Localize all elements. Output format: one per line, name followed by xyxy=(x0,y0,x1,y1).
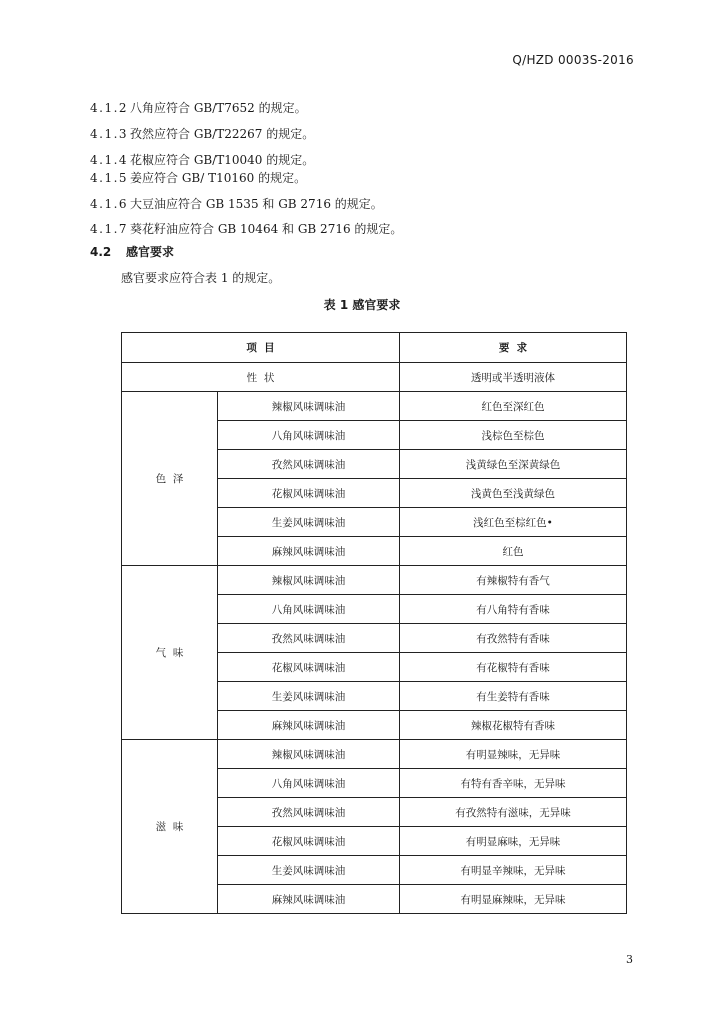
requirement-cell: 有八角特有香味 xyxy=(400,595,627,624)
requirement-cell: 有孜然特有滋味，无异味 xyxy=(400,798,627,827)
item-cell: 辣椒风味调味油 xyxy=(218,566,400,595)
requirement-cell: 有孜然特有香味 xyxy=(400,624,627,653)
clause-4-1-4 xyxy=(90,151,314,168)
table-row xyxy=(122,740,627,769)
clause-text: 葵花籽油应符合 GB 10464 和 GB 2716 的规定。 xyxy=(130,222,403,236)
item-cell: 生姜风味调味油 xyxy=(218,856,400,885)
table-caption: 表 1 感官要求 xyxy=(323,298,401,312)
document-code: Q/HZD 0003S-2016 xyxy=(512,53,634,67)
section-title: 感官要求 xyxy=(126,245,175,259)
item-cell: 孜然风味调味油 xyxy=(218,624,400,653)
clause-number: 4.1.3 xyxy=(90,127,129,141)
requirement-cell: 有花椒特有香味 xyxy=(400,653,627,682)
clause-4-1-3 xyxy=(90,125,314,142)
requirement-cell: 辣椒花椒特有香味 xyxy=(400,711,627,740)
clause-text: 姜应符合 GB/ T10160 的规定。 xyxy=(130,171,307,185)
item-cell: 八角风味调味油 xyxy=(218,769,400,798)
clause-number: 4.1.2 xyxy=(90,101,129,115)
item-cell: 生姜风味调味油 xyxy=(218,508,400,537)
requirement-cell: 有明显辣味，无异味 xyxy=(400,740,627,769)
requirement-cell: 有特有香辛味，无异味 xyxy=(400,769,627,798)
item-cell: 八角风味调味油 xyxy=(218,595,400,624)
clause-4-1-6 xyxy=(90,195,383,212)
section-heading xyxy=(90,243,174,260)
item-cell: 孜然风味调味油 xyxy=(218,798,400,827)
requirement-cell: 红色至深红色 xyxy=(400,392,627,421)
table-row xyxy=(122,363,627,392)
property-label: 性 状 xyxy=(122,363,400,392)
item-cell: 孜然风味调味油 xyxy=(218,450,400,479)
item-cell: 花椒风味调味油 xyxy=(218,479,400,508)
requirement-cell: 有明显辛辣味，无异味 xyxy=(400,856,627,885)
item-cell: 麻辣风味调味油 xyxy=(218,711,400,740)
requirement-cell: 有辣椒特有香气 xyxy=(400,566,627,595)
sensory-requirements-table xyxy=(121,332,627,914)
clause-4-1-5 xyxy=(90,169,306,186)
item-cell: 生姜风味调味油 xyxy=(218,682,400,711)
clause-number: 4.1.4 xyxy=(90,153,129,167)
clause-text: 八角应符合 GB/T7652 的规定。 xyxy=(130,101,307,115)
group-label-color: 色 泽 xyxy=(122,392,218,566)
clause-number: 4.1.7 xyxy=(90,222,129,236)
page-number: 3 xyxy=(626,953,633,966)
clause-4-1-7 xyxy=(90,220,402,237)
clause-number: 4.1.5 xyxy=(90,171,129,185)
item-cell: 花椒风味调味油 xyxy=(218,827,400,856)
requirement-cell: 有生姜特有香味 xyxy=(400,682,627,711)
header-item: 项 目 xyxy=(122,333,400,363)
item-cell: 麻辣风味调味油 xyxy=(218,885,400,914)
table-row xyxy=(122,566,627,595)
requirement-cell: 浅黄色至浅黄绿色 xyxy=(400,479,627,508)
item-cell: 麻辣风味调味油 xyxy=(218,537,400,566)
section-number: 4.2 xyxy=(90,245,112,259)
requirement-cell: 浅棕色至棕色 xyxy=(400,421,627,450)
requirement-cell: 有明显麻辣味，无异味 xyxy=(400,885,627,914)
clause-text: 大豆油应符合 GB 1535 和 GB 2716 的规定。 xyxy=(130,197,383,211)
header-requirement: 要 求 xyxy=(400,333,627,363)
requirement-cell: 浅红色至棕红色• xyxy=(400,508,627,537)
clause-number: 4.1.6 xyxy=(90,197,129,211)
group-label-taste: 滋 味 xyxy=(122,740,218,914)
item-cell: 花椒风味调味油 xyxy=(218,653,400,682)
group-label-odor: 气 味 xyxy=(122,566,218,740)
clause-text: 花椒应符合 GB/T10040 的规定。 xyxy=(130,153,315,167)
clause-text: 孜然应符合 GB/T22267 的规定。 xyxy=(130,127,315,141)
requirement-cell: 红色 xyxy=(400,537,627,566)
clause-4-1-2 xyxy=(90,99,307,116)
item-cell: 辣椒风味调味油 xyxy=(218,740,400,769)
requirement-cell: 浅黄绿色至深黄绿色 xyxy=(400,450,627,479)
item-cell: 八角风味调味油 xyxy=(218,421,400,450)
item-cell: 辣椒风味调味油 xyxy=(218,392,400,421)
table-row xyxy=(122,392,627,421)
table-header-row xyxy=(122,333,627,363)
property-value: 透明或半透明液体 xyxy=(400,363,627,392)
body-paragraph: 感官要求应符合表 1 的规定。 xyxy=(121,271,281,285)
requirement-cell: 有明显麻味，无异味 xyxy=(400,827,627,856)
